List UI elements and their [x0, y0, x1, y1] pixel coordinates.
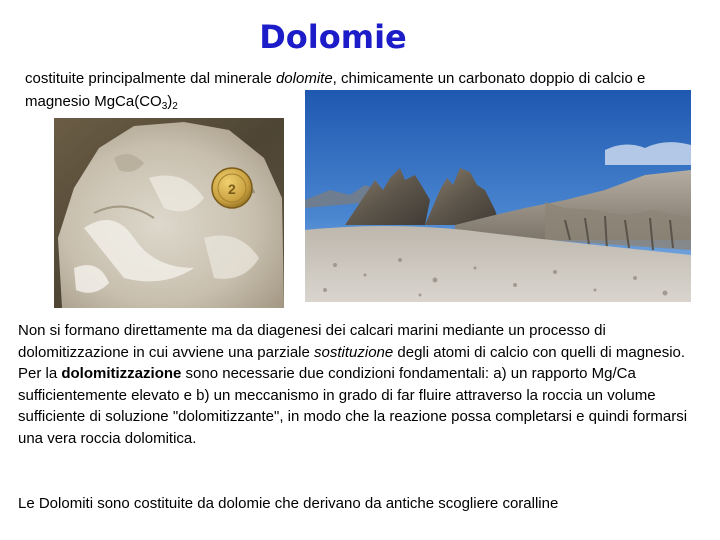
dolomites-landscape-photo — [305, 90, 691, 302]
paragraph1-part1: Non si formano direttamente ma da diagenesi dei calcari marini mediante un processo di dolomitizzazione in cui avviene una parziale — [18, 322, 606, 361]
paragraph2-bold: dolomitizzazione — [61, 365, 182, 382]
paragraph1-emph: sostituzione — [314, 343, 394, 361]
landscape-photo-svg — [305, 90, 691, 302]
paragraph2-part2: sono necessarie due condizioni fondamentali: a) un rapporto Mg/Ca sufficientemente elevato e b) un meccanismo in grado di far fluire attraverso la roccia un volume sufficiente di soluzione "dolomitizzante", in modo che la reazione possa completarsi e quindi formarsi una vera roccia dolomitica. — [18, 365, 688, 447]
intro-part2: , chimicamente un carbonato doppio di calcio e magnesio Mg — [25, 70, 646, 110]
dolomite-rock-photo — [54, 118, 284, 308]
formula-close: ) — [167, 93, 173, 110]
formula-sub2: 2 — [172, 101, 178, 112]
mineral-name: dolomite — [275, 70, 333, 87]
intro-part1: costituite principalmente dal minerale — [25, 70, 276, 87]
paragraph-dolomitization — [18, 363, 688, 449]
svg-text:2: 2 — [228, 181, 236, 197]
formula-sub3: 3 — [161, 101, 168, 112]
rock-photo-svg — [54, 118, 284, 308]
slide-title: Dolomie — [259, 18, 407, 56]
paragraph2-part1: Per la — [18, 365, 62, 382]
formula-ca: Ca(CO — [115, 93, 162, 110]
paragraph-diagenesis — [18, 320, 688, 363]
body-text — [18, 320, 688, 449]
closing-text: Le Dolomiti sono costituite da dolomie che derivano da antiche scogliere coralline — [18, 495, 559, 512]
paragraph1-part2: degli atomi di calcio con quelli di magnesio. — [393, 343, 686, 361]
